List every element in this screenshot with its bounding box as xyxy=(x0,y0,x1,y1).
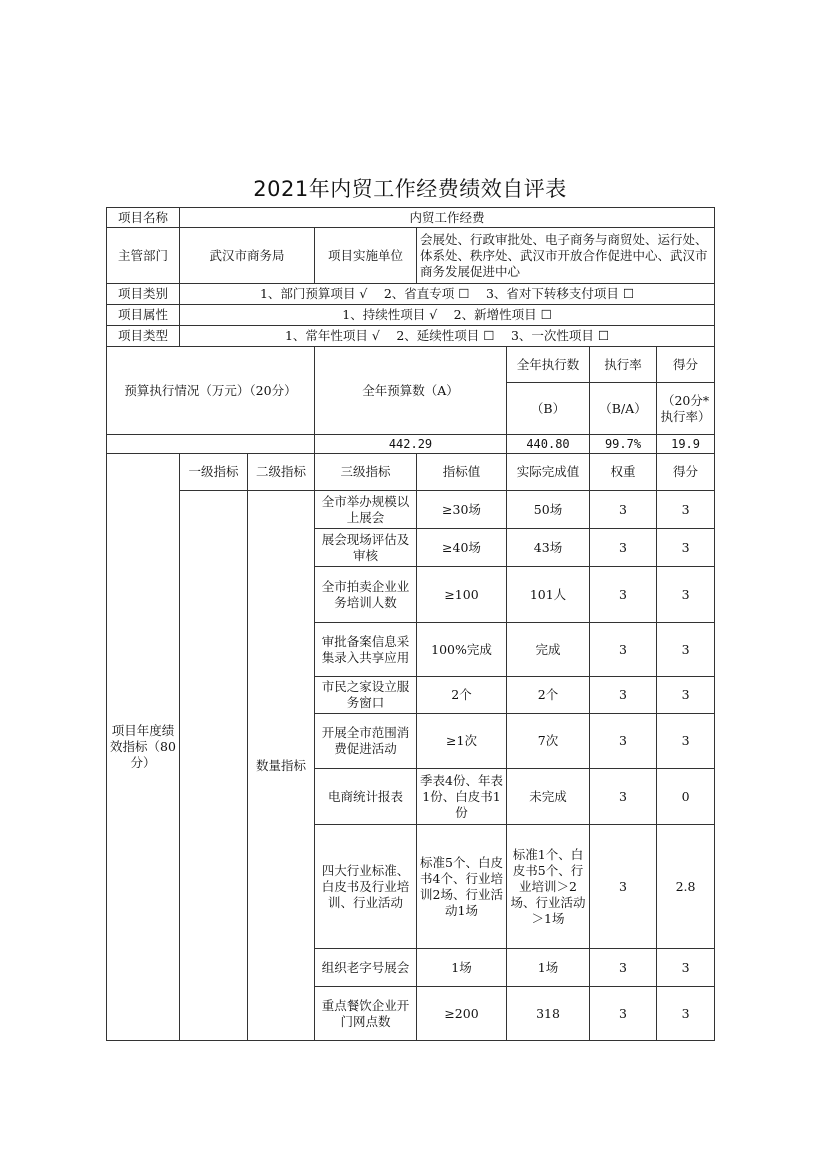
indicator-actual: 2个 xyxy=(507,677,590,714)
indicator-target: ≥1次 xyxy=(417,714,507,769)
score-sub-label: （20分*执行率） xyxy=(657,383,715,435)
score-label: 得分 xyxy=(657,347,715,383)
indicator-weight: 3 xyxy=(590,949,657,987)
indicator-name: 展会现场评估及审核 xyxy=(315,529,417,567)
indicator-actual: 完成 xyxy=(507,623,590,677)
indicator-weight: 3 xyxy=(590,825,657,949)
indicator-score: 3 xyxy=(657,623,715,677)
page-title: 2021年内贸工作经费绩效自评表 xyxy=(253,177,567,201)
budget-value-row xyxy=(107,435,715,454)
budget-header-row xyxy=(107,347,715,383)
indicator-score: 0 xyxy=(657,769,715,825)
attribute-row xyxy=(107,305,715,326)
indicator-target: 100%完成 xyxy=(417,623,507,677)
impl-unit-value: 会展处、行政审批处、电子商务与商贸处、运行处、体系处、秩序处、武汉市开放合作促进中心、武汉市商务发展促进中心 xyxy=(417,228,715,284)
indicator-weight: 3 xyxy=(590,769,657,825)
indicator-actual: 1场 xyxy=(507,949,590,987)
indicator-weight: 3 xyxy=(590,677,657,714)
table-row xyxy=(107,491,715,529)
rate-sub-label: （B/A） xyxy=(590,383,657,435)
actual-header: 实际完成值 xyxy=(507,454,590,491)
indicator-score: 3 xyxy=(657,714,715,769)
level1-header: 一级指标 xyxy=(180,454,248,491)
indicator-weight: 3 xyxy=(590,491,657,529)
project-type-row xyxy=(107,326,715,347)
perf-label: 项目年度绩效指标（80分） xyxy=(107,454,180,1041)
score-value: 19.9 xyxy=(657,435,715,454)
indicator-target: 1场 xyxy=(417,949,507,987)
indicator-weight: 3 xyxy=(590,529,657,567)
indicator-target: ≥40场 xyxy=(417,529,507,567)
indicator-name: 审批备案信息采集录入共享应用 xyxy=(315,623,417,677)
indicator-actual: 标准1个、白皮书5个、行业培训＞2场、行业活动＞1场 xyxy=(507,825,590,949)
self-evaluation-table xyxy=(106,207,715,1041)
weight-header: 权重 xyxy=(590,454,657,491)
perf-header-row xyxy=(107,454,715,491)
indicator-name: 全市拍卖企业业务培训人数 xyxy=(315,567,417,623)
target-header: 指标值 xyxy=(417,454,507,491)
indicator-score: 3 xyxy=(657,491,715,529)
budget-value-spacer xyxy=(107,435,315,454)
indicator-target: 2个 xyxy=(417,677,507,714)
indicator-name: 电商统计报表 xyxy=(315,769,417,825)
indicator-name: 全市举办规模以上展会 xyxy=(315,491,417,529)
attribute-value: 1、持续性项目 √ 2、新增性项目 ☐ xyxy=(180,305,715,326)
indicator-weight: 3 xyxy=(590,714,657,769)
project-type-label: 项目类型 xyxy=(107,326,180,347)
rate-value: 99.7% xyxy=(590,435,657,454)
indicator-name: 组织老字号展会 xyxy=(315,949,417,987)
indicator-score: 3 xyxy=(657,677,715,714)
level1-cell xyxy=(180,491,248,1041)
indicator-score: 3 xyxy=(657,529,715,567)
indicator-actual: 未完成 xyxy=(507,769,590,825)
exec-value: 440.80 xyxy=(507,435,590,454)
indicator-score: 3 xyxy=(657,949,715,987)
annual-budget-label: 全年预算数（A） xyxy=(315,347,507,435)
project-name-label: 项目名称 xyxy=(107,208,180,228)
category-row xyxy=(107,284,715,305)
impl-unit-label: 项目实施单位 xyxy=(315,228,417,284)
project-type-value: 1、常年性项目 √ 2、延续性项目 ☐ 3、一次性项目 ☐ xyxy=(180,326,715,347)
indicator-target: ≥200 xyxy=(417,987,507,1041)
budget-label: 预算执行情况（万元）（20分） xyxy=(107,347,315,435)
attribute-label: 项目属性 xyxy=(107,305,180,326)
project-name-row xyxy=(107,208,715,228)
indicator-actual: 318 xyxy=(507,987,590,1041)
exec-label: 全年执行数 xyxy=(507,347,590,383)
dept-label: 主管部门 xyxy=(107,228,180,284)
indicator-name: 重点餐饮企业开门网点数 xyxy=(315,987,417,1041)
indicator-target: ≥30场 xyxy=(417,491,507,529)
level2-header: 二级指标 xyxy=(248,454,315,491)
level3-header: 三级指标 xyxy=(315,454,417,491)
indicator-actual: 101人 xyxy=(507,567,590,623)
annual-budget-value: 442.29 xyxy=(315,435,507,454)
indicator-actual: 43场 xyxy=(507,529,590,567)
indicator-actual: 50场 xyxy=(507,491,590,529)
category-label: 项目类别 xyxy=(107,284,180,305)
rate-label: 执行率 xyxy=(590,347,657,383)
level2-cell: 数量指标 xyxy=(248,491,315,1041)
indicator-target: ≥100 xyxy=(417,567,507,623)
indicator-weight: 3 xyxy=(590,987,657,1041)
indicator-target: 季表4份、年表1份、白皮书1份 xyxy=(417,769,507,825)
project-name-value: 内贸工作经费 xyxy=(180,208,715,228)
exec-sub-label: （B） xyxy=(507,383,590,435)
score-header: 得分 xyxy=(657,454,715,491)
indicator-score: 3 xyxy=(657,567,715,623)
indicator-score: 3 xyxy=(657,987,715,1041)
department-row xyxy=(107,228,715,284)
category-value: 1、部门预算项目 √ 2、省直专项 ☐ 3、省对下转移支付项目 ☐ xyxy=(180,284,715,305)
indicator-weight: 3 xyxy=(590,623,657,677)
dept-value: 武汉市商务局 xyxy=(180,228,315,284)
indicator-score: 2.8 xyxy=(657,825,715,949)
indicator-actual: 7次 xyxy=(507,714,590,769)
indicator-name: 开展全市范围消费促进活动 xyxy=(315,714,417,769)
indicator-name: 市民之家设立服务窗口 xyxy=(315,677,417,714)
indicator-weight: 3 xyxy=(590,567,657,623)
indicator-name: 四大行业标准、白皮书及行业培训、行业活动 xyxy=(315,825,417,949)
indicator-target: 标准5个、白皮书4个、行业培训2场、行业活动1场 xyxy=(417,825,507,949)
